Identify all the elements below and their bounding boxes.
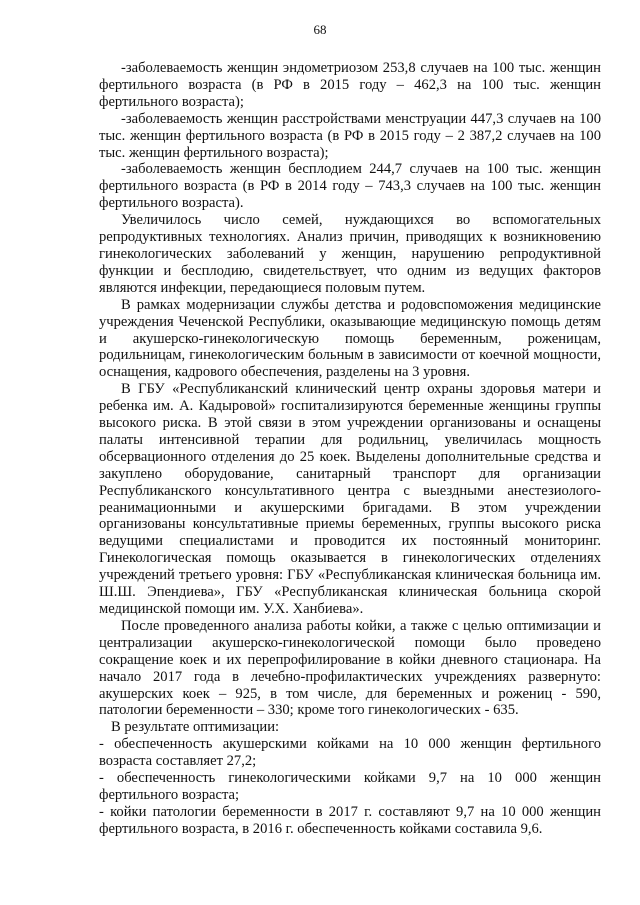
paragraph-endometriosis: -заболеваемость женщин эндометриозом 253,8 случаев на 100 тыс. женщин фертильного возраста (в РФ в 2015 году – 462,3 на 100 тыс. женщин фертильного возраста); [99,60,601,110]
paragraph-maternal-center: В ГБУ «Республиканский клинический центр охраны здоровья матери и ребенка им. А. Кадыровой» госпитализируются беременные женщины группы высокого риска. В этой связи в этом учреждении организованы и оснащены палаты интенсивной терапии для родильниц, увеличилась мощность обсервационного отделения до 25 коек. Выделены дополнительные средства и закуплено оборудование, санитарный транспорт для организации Республиканского консультативного центра с выездными анестезиолого-реанимационными и акушерскими бригадами. В этом учреждении организованы консультативные приемы беременных, группы высокого риска ведущими специалистами и проводится их постоянный мониторинг. Гинекологическая помощь оказывается в гинекологических отделениях учреждений третьего уровня: ГБУ «Республиканская клиническая больница им. Ш.Ш. Эпендиева», ГБУ «Республиканская клиническая больница скорой медицинской помощи им. У.Х. Ханбиева». [99,381,601,617]
paragraph-infertility: -заболеваемость женщин бесплодием 244,7 случаев на 100 тыс. женщин фертильного возраста (в РФ в 2014 году – 743,3 случаев на 100 тыс. женщин фертильного возраста). [99,161,601,212]
paragraph-bed-optimization: После проведенного анализа работы койки, а также с целью оптимизации и централизации акушерско-гинекологической помощи было проведено сокращение коек и их перепрофилирование в койки дневного стационара. На начало 2017 года в лечебно-профилактических учреждениях развернуто: акушерских коек – 925, в том числе, для беременных и рожениц - 590, патологии беременности – 330; кроме того гинекологических - 635. [99,617,601,719]
list-item-obstetric-beds: - обеспеченность акушерскими койками на 10 000 женщин фертильного возраста составляет 27,2; [99,736,601,770]
paragraph-optimization-results: В результате оптимизации: [111,719,280,736]
document-body [99,60,601,838]
list-item-pregnancy-pathology-beds: - койки патологии беременности в 2017 г. составляют 9,7 на 10 000 женщин фертильного возраста, в 2016 г. обеспеченность койками составила 9,6. [99,803,601,837]
list-item-gynecological-beds: - обеспеченность гинекологическими койками 9,7 на 10 000 женщин фертильного возраста; [99,770,601,803]
page-number: 68 [313,22,327,37]
paragraph-modernization: В рамках модернизации службы детства и родовспоможения медицинские учреждения Чеченской Республики, оказывающие медицинскую помощь детям и акушерско-гинекологическую помощь беременным, роженицам, родильницам, гинекологическим больным в зависимости от коечной мощности, оснащения, кадрового обеспечения, разделены на 3 уровня. [99,296,601,381]
paragraph-reproductive-technologies: Увеличилось число семей, нуждающихся во вспомогательных репродуктивных технологиях. Анализ причин, приводящих к возникновению гинекологических заболеваний у женщин, нарушению репродуктивной функции и бесплодию, свидетельствует, что одним из ведущих факторов являются инфекции, передающиеся половым путем. [99,212,601,296]
paragraph-menstrual-disorders: -заболеваемость женщин расстройствами менструации 447,3 случаев на 100 тыс. женщин фертильного возраста (в РФ в 2015 году – 2 387,2 случаев на 100 тыс. женщин фертильного возраста); [99,110,601,161]
